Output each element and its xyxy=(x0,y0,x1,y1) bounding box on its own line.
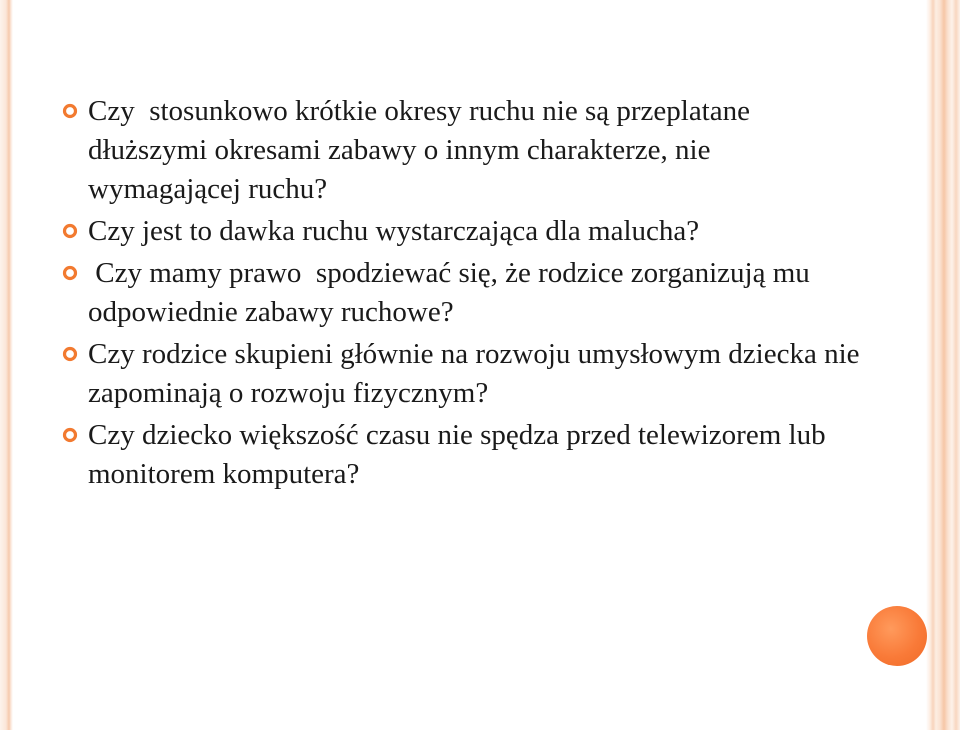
left-decorative-stripe xyxy=(0,0,13,730)
bullet-text: Czy dziecko większość czasu nie spędza przed telewizorem lub monitorem komputera? xyxy=(88,419,833,490)
hollow-circle-bullet-icon xyxy=(62,265,78,281)
bullet-text: Czy stosunkowo krótkie okresy ruchu nie są przeplatane dłuższymi okresami zabawy o innym charakterze, nie wymagającej ruchu? xyxy=(88,95,758,205)
bullet-text: Czy rodzice skupieni głównie na rozwoju umysłowym dziecka nie zapominają o rozwoju fizycznym? xyxy=(88,338,867,409)
decorative-orange-circle xyxy=(867,606,927,666)
bullet-text: Czy jest to dawka ruchu wystarczająca dla malucha? xyxy=(88,215,700,247)
bullet-item xyxy=(62,212,862,251)
bullet-item xyxy=(62,254,862,332)
right-decorative-stripe xyxy=(926,0,960,730)
hollow-circle-bullet-icon xyxy=(62,427,78,443)
bullet-item xyxy=(62,92,862,209)
bullet-list xyxy=(62,92,867,497)
bullet-text: Czy mamy prawo spodziewać się, że rodzice zorganizują mu odpowiednie zabawy ruchowe? xyxy=(88,257,818,328)
bullet-item xyxy=(62,416,862,494)
hollow-circle-bullet-icon xyxy=(62,346,78,362)
bullet-item xyxy=(62,335,867,413)
hollow-circle-bullet-icon xyxy=(62,223,78,239)
hollow-circle-bullet-icon xyxy=(62,103,78,119)
